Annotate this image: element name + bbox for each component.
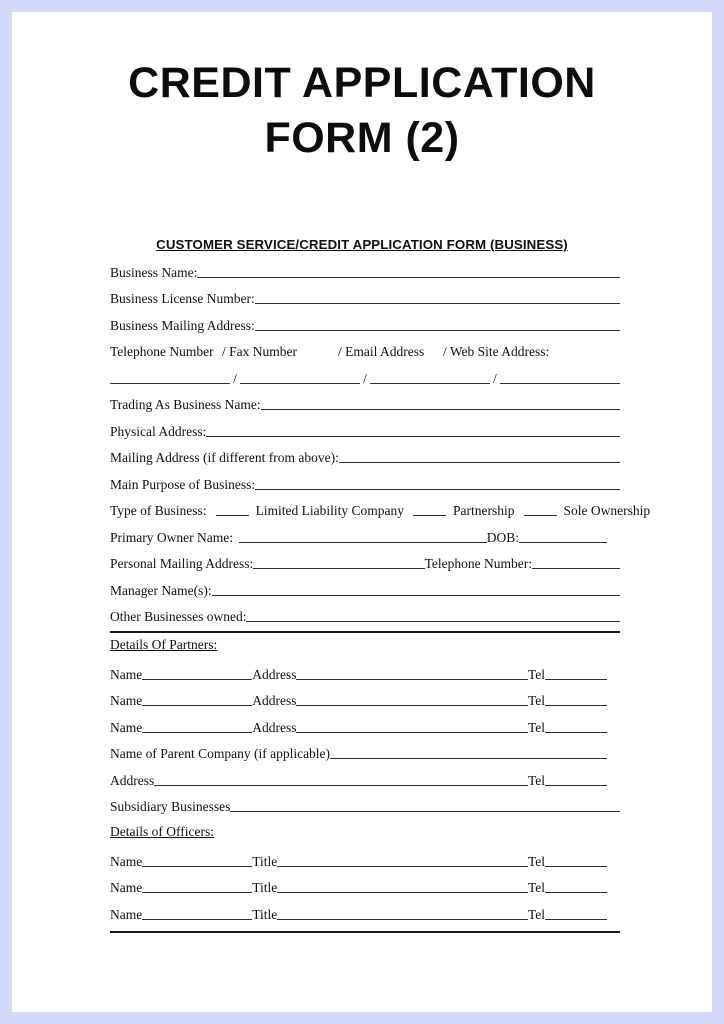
partner-2-name-line[interactable] <box>142 705 252 706</box>
form-body <box>110 254 651 933</box>
personal-mailing-line[interactable] <box>253 568 424 569</box>
partner-1-address-line[interactable] <box>296 679 527 680</box>
partner-address-label: Address <box>252 719 297 735</box>
subsidiary-row <box>110 789 620 816</box>
officer-1-name-line[interactable] <box>142 866 252 867</box>
physical-address-line[interactable] <box>206 436 620 437</box>
partner-3-name-line[interactable] <box>142 732 252 733</box>
mailing-address-alt-label: Mailing Address (if different from above): <box>110 450 339 465</box>
parent-company-line[interactable] <box>330 758 607 759</box>
mailing-address-alt-line[interactable] <box>339 462 620 463</box>
business-mailing-row <box>110 307 620 334</box>
officer-1-title-line[interactable] <box>277 866 528 867</box>
llc-checkbox-line[interactable] <box>216 515 249 516</box>
other-businesses-line[interactable] <box>246 621 620 622</box>
website-header-label: / Web Site Address: <box>443 344 550 359</box>
personal-mailing-label: Personal Mailing Address: <box>110 556 254 571</box>
officer-row-2 <box>110 870 607 897</box>
partner-name-label: Name <box>110 719 143 735</box>
parent-address-label: Address <box>110 772 155 788</box>
officer-row-1 <box>110 843 607 870</box>
physical-address-row <box>110 413 620 440</box>
telephone-number-label: Telephone Number: <box>424 556 532 571</box>
partner-3-address-line[interactable] <box>296 732 527 733</box>
manager-names-label: Manager Name(s): <box>110 582 212 598</box>
email-line[interactable] <box>370 383 490 384</box>
form-page <box>12 12 712 1012</box>
slash-separator: / <box>493 370 497 386</box>
other-businesses-row <box>110 599 620 626</box>
business-mailing-line[interactable] <box>255 330 620 331</box>
officer-title-label: Title <box>252 880 278 895</box>
fax-header-label: / Fax Number <box>222 344 297 359</box>
partner-name-label: Name <box>110 666 143 682</box>
mailing-address-alt-row <box>110 440 620 467</box>
partner-2-tel-line[interactable] <box>545 705 607 706</box>
contact-lines-row <box>110 360 620 387</box>
subsidiary-label: Subsidiary Businesses <box>110 799 231 814</box>
type-of-business-label: Type of Business: <box>110 503 207 518</box>
business-license-row <box>110 281 620 308</box>
officer-2-tel-line[interactable] <box>545 892 607 893</box>
slash-separator: / <box>233 370 237 386</box>
partner-address-label: Address <box>252 693 297 708</box>
contact-header-row <box>110 334 620 361</box>
sole-ownership-checkbox-line[interactable] <box>524 515 557 516</box>
manager-names-row <box>110 572 620 599</box>
page-title-line1: CREDIT APPLICATION <box>128 59 596 107</box>
telephone-line[interactable] <box>110 383 230 384</box>
llc-option-label: Limited Liability Company <box>255 503 405 518</box>
officer-2-title-line[interactable] <box>277 892 528 893</box>
officer-tel-label: Tel <box>527 880 545 895</box>
other-businesses-label: Other Businesses owned: <box>110 609 247 624</box>
partner-address-label: Address <box>252 666 297 682</box>
trading-as-row <box>110 387 620 414</box>
main-purpose-row <box>110 466 620 493</box>
fax-line[interactable] <box>240 383 360 384</box>
form-subtitle: CUSTOMER SERVICE/CREDIT APPLICATION FORM (BUSINESS) <box>156 237 568 252</box>
telephone-number-line[interactable] <box>532 568 620 569</box>
officer-3-name-line[interactable] <box>142 919 252 920</box>
officers-heading: Details of Officers: <box>110 824 214 839</box>
website-line[interactable] <box>500 383 620 384</box>
officer-3-title-line[interactable] <box>277 919 528 920</box>
partner-tel-label: Tel <box>527 719 545 735</box>
dob-label: DOB: <box>486 529 519 545</box>
officer-tel-label: Tel <box>527 906 545 922</box>
parent-company-label: Name of Parent Company (if applicable) <box>110 746 331 761</box>
partners-heading: Details Of Partners: <box>110 637 218 652</box>
parent-company-row <box>110 736 607 763</box>
parent-address-row <box>110 762 607 789</box>
officer-row-3 <box>110 896 607 923</box>
officer-2-name-line[interactable] <box>142 892 252 893</box>
page-title <box>12 12 712 166</box>
partner-3-tel-line[interactable] <box>545 732 607 733</box>
primary-owner-label: Primary Owner Name: <box>110 529 233 545</box>
page-title-line2: FORM (2) <box>264 114 460 162</box>
officer-name-label: Name <box>110 880 143 895</box>
trading-as-label: Trading As Business Name: <box>110 397 261 412</box>
business-license-label: Business License Number: <box>110 291 255 306</box>
business-name-label: Business Name: <box>110 264 198 280</box>
parent-address-line[interactable] <box>154 785 528 786</box>
officer-name-label: Name <box>110 853 143 869</box>
slash-separator: / <box>363 370 367 386</box>
main-purpose-line[interactable] <box>255 489 620 490</box>
telephone-header-label: Telephone Number <box>110 344 214 359</box>
parent-tel-line[interactable] <box>545 785 607 786</box>
manager-names-line[interactable] <box>212 595 620 596</box>
partner-row-1 <box>110 656 607 683</box>
business-mailing-label: Business Mailing Address: <box>110 317 255 333</box>
primary-owner-line[interactable] <box>239 542 487 543</box>
officer-1-tel-line[interactable] <box>545 866 607 867</box>
bottom-separator <box>110 931 620 933</box>
type-of-business-row <box>110 493 651 520</box>
partner-tel-label: Tel <box>527 666 545 682</box>
primary-owner-row <box>110 519 607 546</box>
officer-name-label: Name <box>110 906 143 922</box>
officer-tel-label: Tel <box>527 853 545 869</box>
partner-1-tel-line[interactable] <box>545 679 607 680</box>
business-name-row <box>110 254 620 281</box>
partner-row-3 <box>110 709 607 736</box>
business-name-line[interactable] <box>197 277 620 278</box>
officer-3-tel-line[interactable] <box>545 919 607 920</box>
email-header-label: / Email Address <box>338 344 425 359</box>
physical-address-label: Physical Address: <box>110 423 207 439</box>
partner-tel-label: Tel <box>527 693 545 708</box>
officer-title-label: Title <box>252 853 278 869</box>
partner-row-2 <box>110 683 607 710</box>
officer-title-label: Title <box>252 906 278 922</box>
partnership-checkbox-line[interactable] <box>413 515 446 516</box>
personal-mailing-row <box>110 546 620 573</box>
dob-line[interactable] <box>519 542 607 543</box>
parent-tel-label: Tel <box>527 772 545 788</box>
partner-1-name-line[interactable] <box>142 679 252 680</box>
partner-name-label: Name <box>110 693 143 708</box>
main-purpose-label: Main Purpose of Business: <box>110 476 256 492</box>
partners-section-separator <box>110 631 620 633</box>
partnership-option-label: Partnership <box>453 503 515 518</box>
business-license-line[interactable] <box>255 303 620 304</box>
partner-2-address-line[interactable] <box>296 705 527 706</box>
trading-as-line[interactable] <box>261 409 620 410</box>
sole-ownership-option-label: Sole Ownership <box>563 503 651 518</box>
subsidiary-line[interactable] <box>230 811 620 812</box>
